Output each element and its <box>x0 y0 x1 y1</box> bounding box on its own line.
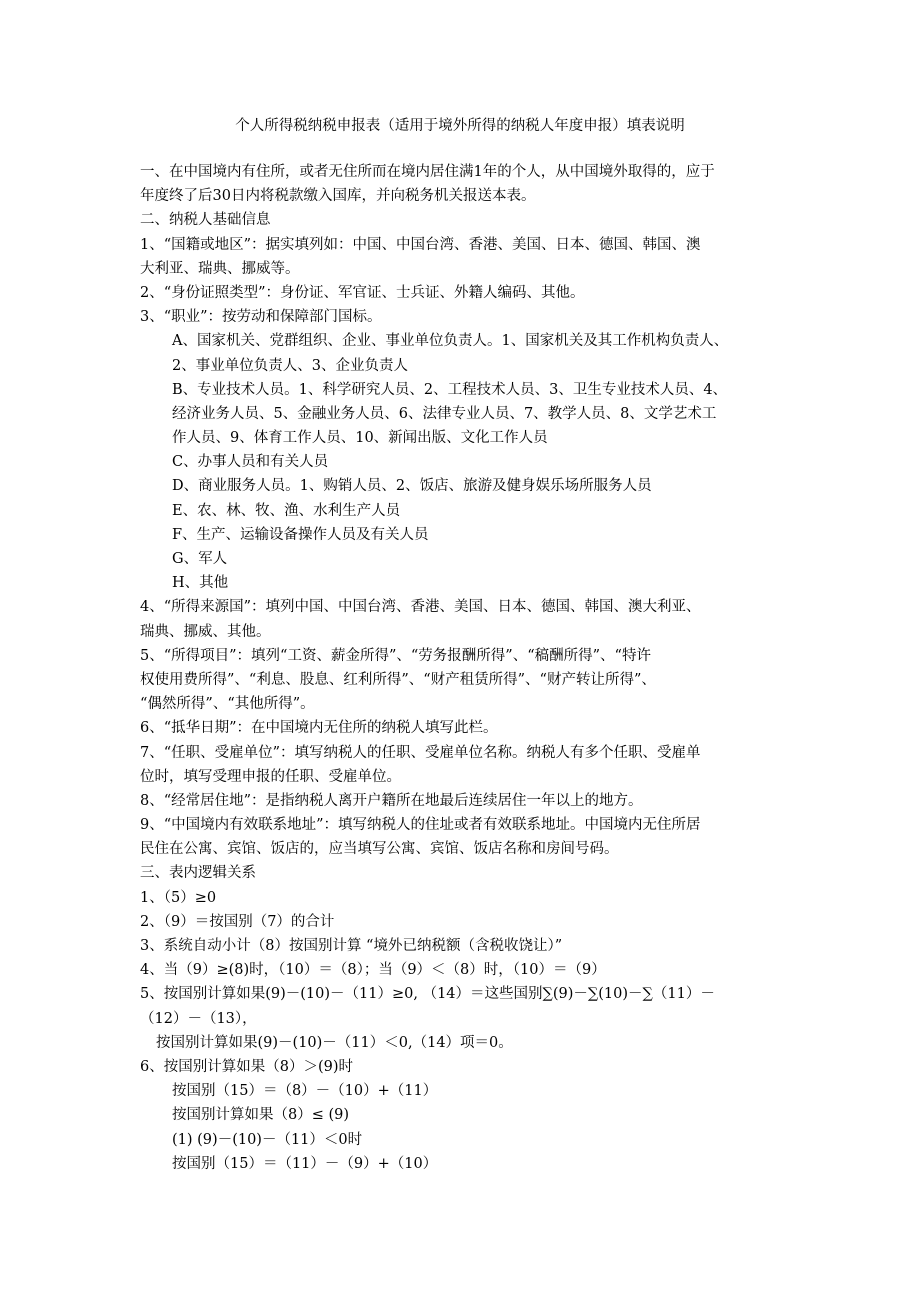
paragraph-line: 位时，填写受理申报的任职、受雇单位。 <box>140 768 401 785</box>
paragraph-line: 6、“抵华日期”：在中国境内无住所的纳税人填写此栏。 <box>140 720 498 737</box>
paragraph-line: 9、“中国境内有效联系地址”：填写纳税人的住址或者有效联系地址。中国境内无住所居 <box>140 817 701 834</box>
logic-rule: 按国别计算如果(9)－(10)－（11）＜0,（14）项＝0。 <box>156 1034 513 1051</box>
paragraph-line: 民住在公寓、宾馆、饭店的，应当填写公寓、宾馆、饭店名称和房间号码。 <box>140 841 619 858</box>
occupation-item: C、办事人员和有关人员 <box>172 454 329 471</box>
logic-rule: 按国别（15）＝（8）－（10）+（11） <box>172 1083 438 1100</box>
occupation-item: H、其他 <box>172 575 229 592</box>
occupation-item: B、专业技术人员。1、科学研究人员、2、工程技术人员、3、卫生专业技术人员、4、 <box>172 381 728 398</box>
paragraph-line: 7、“任职、受雇单位”：填写纳税人的任职、受雇单位名称。纳税人有多个任职、受雇单 <box>140 744 701 761</box>
paragraph-line: 8、“经常居住地”：是指纳税人离开户籍所在地最后连续居住一年以上的地方。 <box>140 792 643 809</box>
paragraph-line: 瑞典、挪威、其他。 <box>140 623 271 640</box>
occupation-item: G、军人 <box>172 551 228 567</box>
occupation-item: F、生产、运输设备操作人员及有关人员 <box>172 526 429 543</box>
logic-rule: 1、（5）≥0 <box>140 889 217 906</box>
logic-rule: 2、（9）＝按国别（7）的合计 <box>140 913 335 930</box>
occupation-item: D、商业服务人员。1、购销人员、2、饭店、旅游及健身娱乐场所服务人员 <box>172 478 652 495</box>
logic-rule: （12）－（13）， <box>140 1010 257 1027</box>
paragraph-line: 4、“所得来源国”：填列中国、中国台湾、香港、美国、日本、德国、韩国、澳大利亚、 <box>140 599 701 616</box>
paragraph-line: 一、在中国境内有住所，或者无住所而在境内居住满1年的个人，从中国境外取得的，应于 <box>140 164 715 180</box>
logic-rule: (1) (9)－(10)－（11）＜0时 <box>172 1131 363 1148</box>
paragraph-line: 3、“职业”：按劳动和保障部门国标。 <box>140 309 382 326</box>
logic-rule: 按国别计算如果（8）≤ (9) <box>172 1107 350 1124</box>
paragraph-line: 2、“身份证照类型”：身份证、军官证、士兵证、外籍人编码、其他。 <box>140 284 585 301</box>
paragraph-line: 大利亚、瑞典、挪威等。 <box>140 260 300 277</box>
page-title: 个人所得税纳税申报表（适用于境外所得的纳税人年度申报）填表说明 <box>235 118 685 134</box>
occupation-item: 经济业务人员、5、金融业务人员、6、法律专业人员、7、教学人员、8、文学艺术工 <box>172 405 717 422</box>
logic-rule: 4、当（9）≥(8)时，（10）＝（8）；当（9）＜（8）时，（10）＝（9） <box>140 962 606 979</box>
occupation-item: A、国家机关、党群组织、企业、事业单位负责人。1、国家机关及其工作机构负责人、 <box>172 333 729 350</box>
logic-rule: 按国别（15）＝（11）－（9）+（10） <box>172 1155 438 1172</box>
paragraph-line: 1、“国籍或地区”：据实填列如：中国、中国台湾、香港、美国、日本、德国、韩国、澳 <box>140 236 701 253</box>
occupation-item: 作人员、9、体育工作人员、10、新闻出版、文化工作人员 <box>172 430 548 447</box>
occupation-item: 2、事业单位负责人、3、企业负责人 <box>172 357 408 374</box>
section-heading: 三、表内逻辑关系 <box>140 865 256 882</box>
document-body <box>140 160 790 1176</box>
paragraph-line: “偶然所得”、“其他所得”。 <box>140 696 315 713</box>
paragraph-line: 年度终了后30日内将税款缴入国库，并向税务机关报送本表。 <box>140 188 536 205</box>
logic-rule: 6、按国别计算如果（8）＞(9)时 <box>140 1058 353 1075</box>
occupation-item: E、农、林、牧、渔、水利生产人员 <box>172 502 401 519</box>
logic-rule: 5、按国别计算如果(9)－(10)－（11）≥0, （14）＝这些国别∑(9)－∑(10)－∑（11）－ <box>140 986 715 1003</box>
paragraph-line: 5、“所得项目”：填列“工资、薪金所得”、“劳务报酬所得”、“稿酬所得”、“特许 <box>140 647 651 664</box>
section-heading: 二、纳税人基础信息 <box>140 212 271 229</box>
logic-rule: 3、系统自动小计（8）按国别计算 “境外已纳税额（含税收饶让）” <box>140 938 563 954</box>
paragraph-line: 权使用费所得”、“利息、股息、红利所得”、“财产租赁所得”、“财产转让所得”、 <box>140 671 656 688</box>
